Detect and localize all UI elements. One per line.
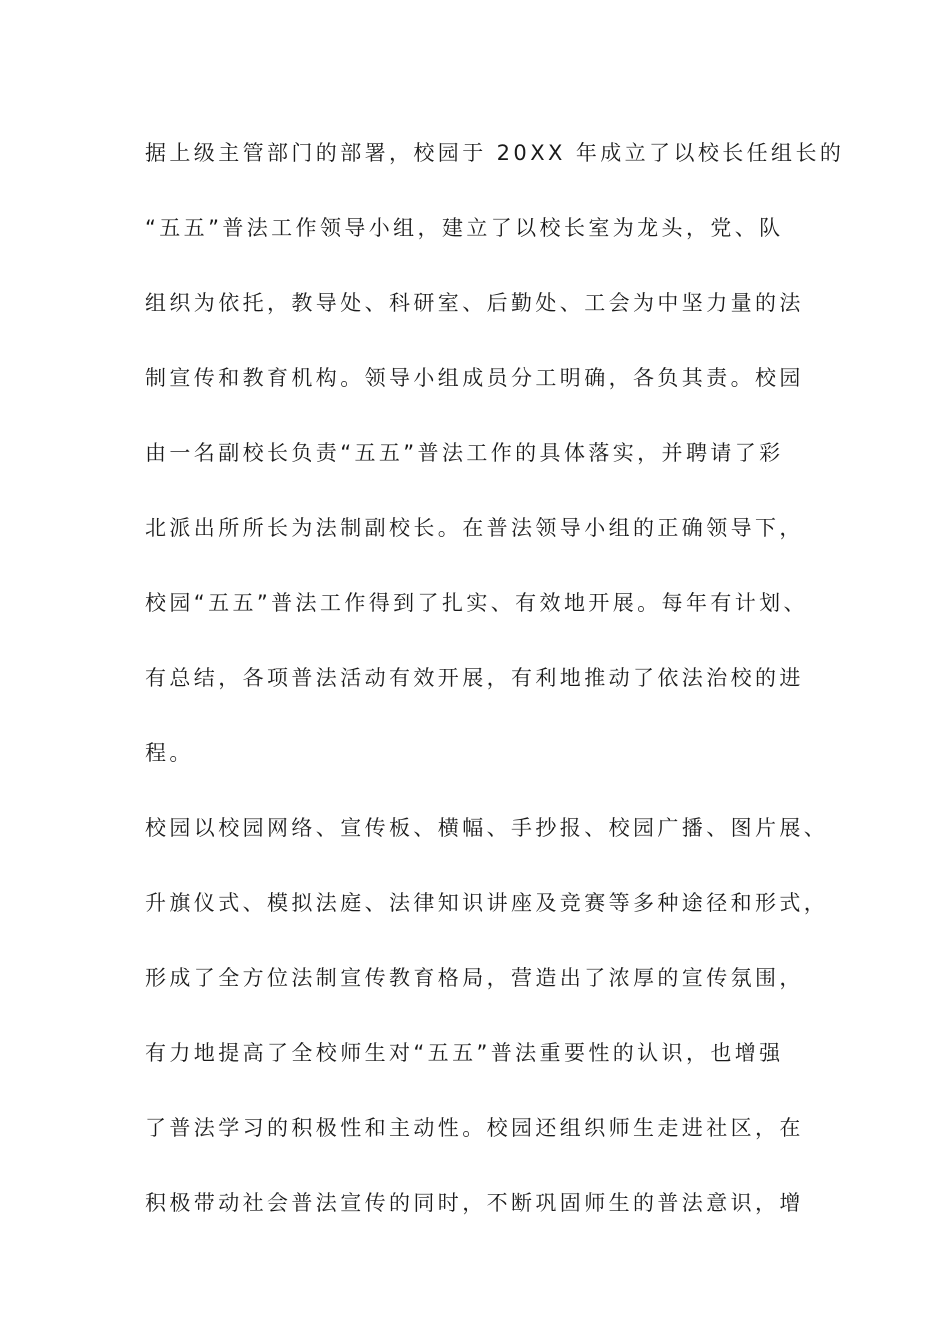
text-line: 程。	[145, 741, 194, 765]
body-text	[145, 136, 935, 1261]
text-line: 了普法学习的积极性和主动性。校园还组织师生走进社区，在	[145, 1116, 804, 1140]
text-line: 形成了全方位法制宣传教育格局，营造出了浓厚的宣传氛围，	[145, 966, 804, 990]
text-line: 制宣传和教育机构。领导小组成员分工明确，各负其责。校园	[145, 366, 804, 390]
text-line: 有力地提高了全校师生对“五五”普法重要性的认识，也增强	[145, 1041, 784, 1065]
text-line: 组织为依托，教导处、科研室、后勤处、工会为中坚力量的法	[145, 291, 804, 315]
text-line: 升旗仪式、模拟法庭、法律知识讲座及竞赛等多种途径和形式，	[145, 891, 829, 915]
text-line: 校园以校园网络、宣传板、横幅、手抄报、校园广播、图片展、	[145, 816, 829, 840]
text-line: 据上级主管部门的部署，校园于 20XX 年成立了以校长任组长的	[145, 141, 845, 165]
text-line: 北派出所所长为法制副校长。在普法领导小组的正确领导下，	[145, 516, 804, 540]
text-line: 积极带动社会普法宣传的同时，不断巩固师生的普法意识，增	[145, 1191, 804, 1215]
text-line: 由一名副校长负责“五五”普法工作的具体落实，并聘请了彩	[145, 441, 784, 465]
text-line: 有总结，各项普法活动有效开展，有利地推动了依法治校的进	[145, 666, 804, 690]
text-line: “五五”普法工作领导小组，建立了以校长室为龙头，党、队	[145, 216, 784, 240]
text-line: 校园“五五”普法工作得到了扎实、有效地开展。每年有计划、	[145, 591, 808, 615]
